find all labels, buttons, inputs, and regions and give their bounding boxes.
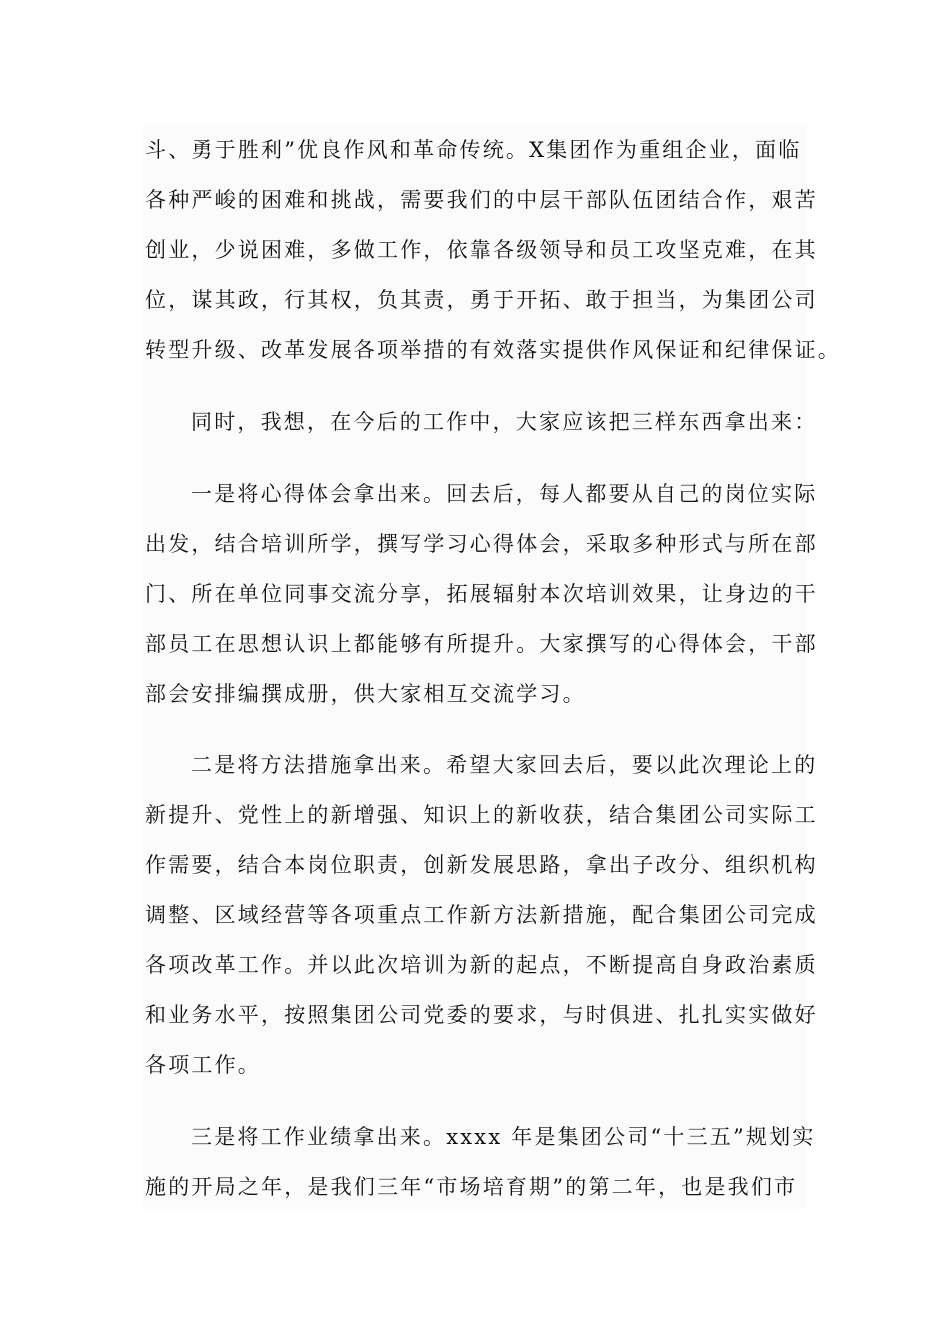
text-line: 各项改革工作。并以此次培训为新的起点，不断提高自身政治素质 (145, 953, 818, 977)
text-line: 作需要，结合本岗位职责，创新发展思路，拿出子改分、组织机构 (145, 853, 818, 877)
text-line: 施的开局之年，是我们三年“市场培育期”的第二年，也是我们市 (145, 1175, 798, 1199)
text-line: 一是将心得体会拿出来。回去后，每人都要从自己的岗位实际 (191, 482, 818, 506)
text-line: 创业，少说困难，多做工作，依靠各级领导和员工攻坚克难，在其 (145, 238, 818, 262)
text-line: 各项工作。 (145, 1053, 261, 1077)
text-line: 调整、区域经营等各项重点工作新方法新措施，配合集团公司完成 (145, 903, 818, 927)
text-line: 位，谋其政，行其权，负其责，勇于开拓、敢于担当，为集团公司 (145, 288, 818, 312)
text-line: 二是将方法措施拿出来。希望大家回去后，要以此次理论上的 (191, 753, 818, 777)
text-line: 和业务水平，按照集团公司党委的要求，与时俱进、扎扎实实做好 (145, 1003, 818, 1027)
text-line: 同时，我想，在今后的工作中，大家应该把三样东西拿出来： (191, 410, 818, 434)
text-line: 三是将工作业绩拿出来。xxxx 年是集团公司“十三五”规划实 (191, 1125, 816, 1149)
text-line: 部会安排编撰成册，供大家相互交流学习。 (145, 682, 586, 706)
text-line: 部员工在思想认识上都能够有所提升。大家撰写的心得体会，干部 (145, 632, 818, 656)
text-line: 门、所在单位同事交流分享，拓展辐射本次培训效果，让身边的干 (145, 582, 818, 606)
text-line: 出发，结合培训所学，撰写学习心得体会，采取多种形式与所在部 (145, 532, 818, 556)
text-line: 斗、勇于胜利”优良作风和革命传统。X集团作为重组企业，面临 (145, 138, 802, 162)
text-line: 新提升、党性上的新增强、知识上的新收获，结合集团公司实际工 (145, 803, 818, 827)
text-line: 各种严峻的困难和挑战，需要我们的中层干部队伍团结合作，艰苦 (145, 188, 818, 212)
text-line: 转型升级、改革发展各项举措的有效落实提供作风保证和纪律保证。 (145, 338, 841, 362)
